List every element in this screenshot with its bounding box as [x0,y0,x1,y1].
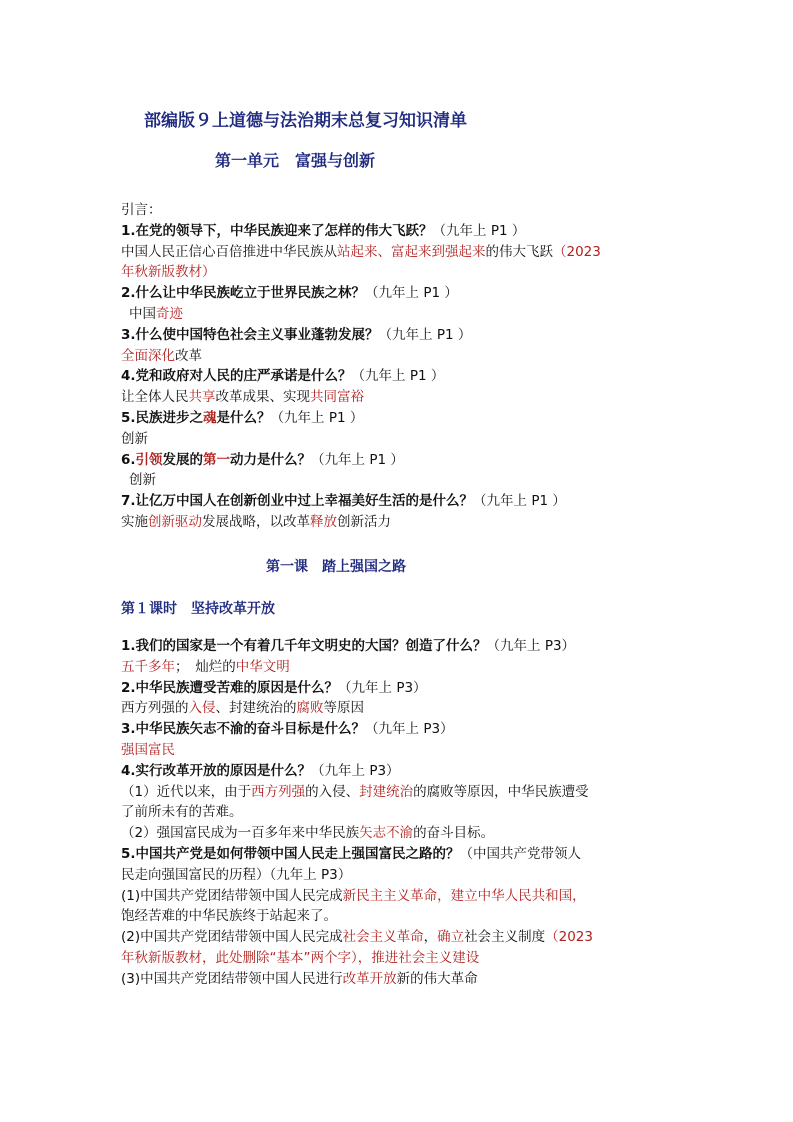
answer-line: (1)中国共产党团结带领中国人民完成新民主主义革命，建立中华人民共和国， [121,887,586,904]
question-line: 2.什么让中华民族屹立于世界民族之林？（九年上 P1 ） [121,285,458,302]
question-line: 4.党和政府对人民的庄严承诺是什么？（九年上 P1 ） [121,368,445,385]
intro-label: 引言： [121,202,162,218]
answer-line: 年秋新版教材） [121,264,216,281]
question-line: 1.在党的领导下，中华民族迎来了怎样的伟大飞跃？（九年上 P1 ） [121,222,526,239]
answer-line: 中国人民正信心百倍推进中华民族从站起来、富起来到强起来的伟大飞跃（2023 [121,243,601,260]
answer-line: 让全体人民共享改革成果、实现共同富裕 [121,389,364,406]
answer-line: 中国奇迹 [129,305,183,322]
answer-line: 全面深化改革 [121,347,202,364]
answer-line: （2）强国富民成为一百多年来中华民族矢志不渝的奋斗目标。 [121,825,495,842]
unit-heading: 第一单元 富强与创新 [215,151,376,170]
question-line: 6.引领发展的第一动力是什么？（九年上 P1 ） [121,451,404,468]
question-line: 民走向强国富民的历程）（九年上 P3） [121,866,352,883]
answer-line: 西方列强的入侵、封建统治的腐败等原因 [121,700,364,717]
document-title: 部编版９上道德与法治期末总复习知识清单 [144,111,467,131]
lesson1-section [121,636,681,990]
question-line: 2.中华民族遭受苦难的原因是什么？（九年上 P3） [121,679,427,696]
question-line: 7.让亿万中国人在创新创业中过上幸福美好生活的是什么？（九年上 P1 ） [121,493,566,510]
question-line: 1.我们的国家是一个有着几千年文明史的大国？创造了什么？（九年上 P3） [121,638,576,654]
question-line: 5.中国共产党是如何带领中国人民走上强国富民之路的？（中国共产党带领人 [121,845,582,862]
answer-line: 饱经苦难的中华民族终于站起来了。 [121,908,337,925]
intro-section [121,200,681,533]
answer-line: （1）近代以来，由于西方列强的入侵、封建统治的腐败等原因，中华民族遭受 [121,783,589,800]
lesson-heading: 第一课 踏上强国之路 [266,559,406,575]
period-heading: 第１课时 坚持改革开放 [121,601,275,617]
answer-line: 强国富民 [121,741,175,758]
answer-line: (3)中国共产党团结带领中国人民进行改革开放新的伟大革命 [121,970,478,987]
answer-line: 了前所未有的苦难。 [121,804,243,821]
answer-line: 创新 [129,472,156,489]
answer-line: 年秋新版教材，此处删除“基本”两个字），推进社会主义建设 [121,949,480,966]
question-line: 4.实行改革开放的原因是什么？（九年上 P3） [121,762,400,779]
question-line: 5.民族进步之魂是什么？（九年上 P1 ） [121,409,364,426]
answer-line: 创新 [121,430,148,447]
question-line: 3.中华民族矢志不渝的奋斗目标是什么？（九年上 P3） [121,721,454,738]
question-line: 3.什么使中国特色社会主义事业蓬勃发展？（九年上 P1 ） [121,326,472,343]
answer-line: (2)中国共产党团结带领中国人民完成社会主义革命，确立社会主义制度（2023 [121,929,593,946]
answer-line: 实施创新驱动发展战略，以改革释放创新活力 [121,513,391,530]
answer-line: 五千多年； 灿烂的中华文明 [121,658,290,675]
